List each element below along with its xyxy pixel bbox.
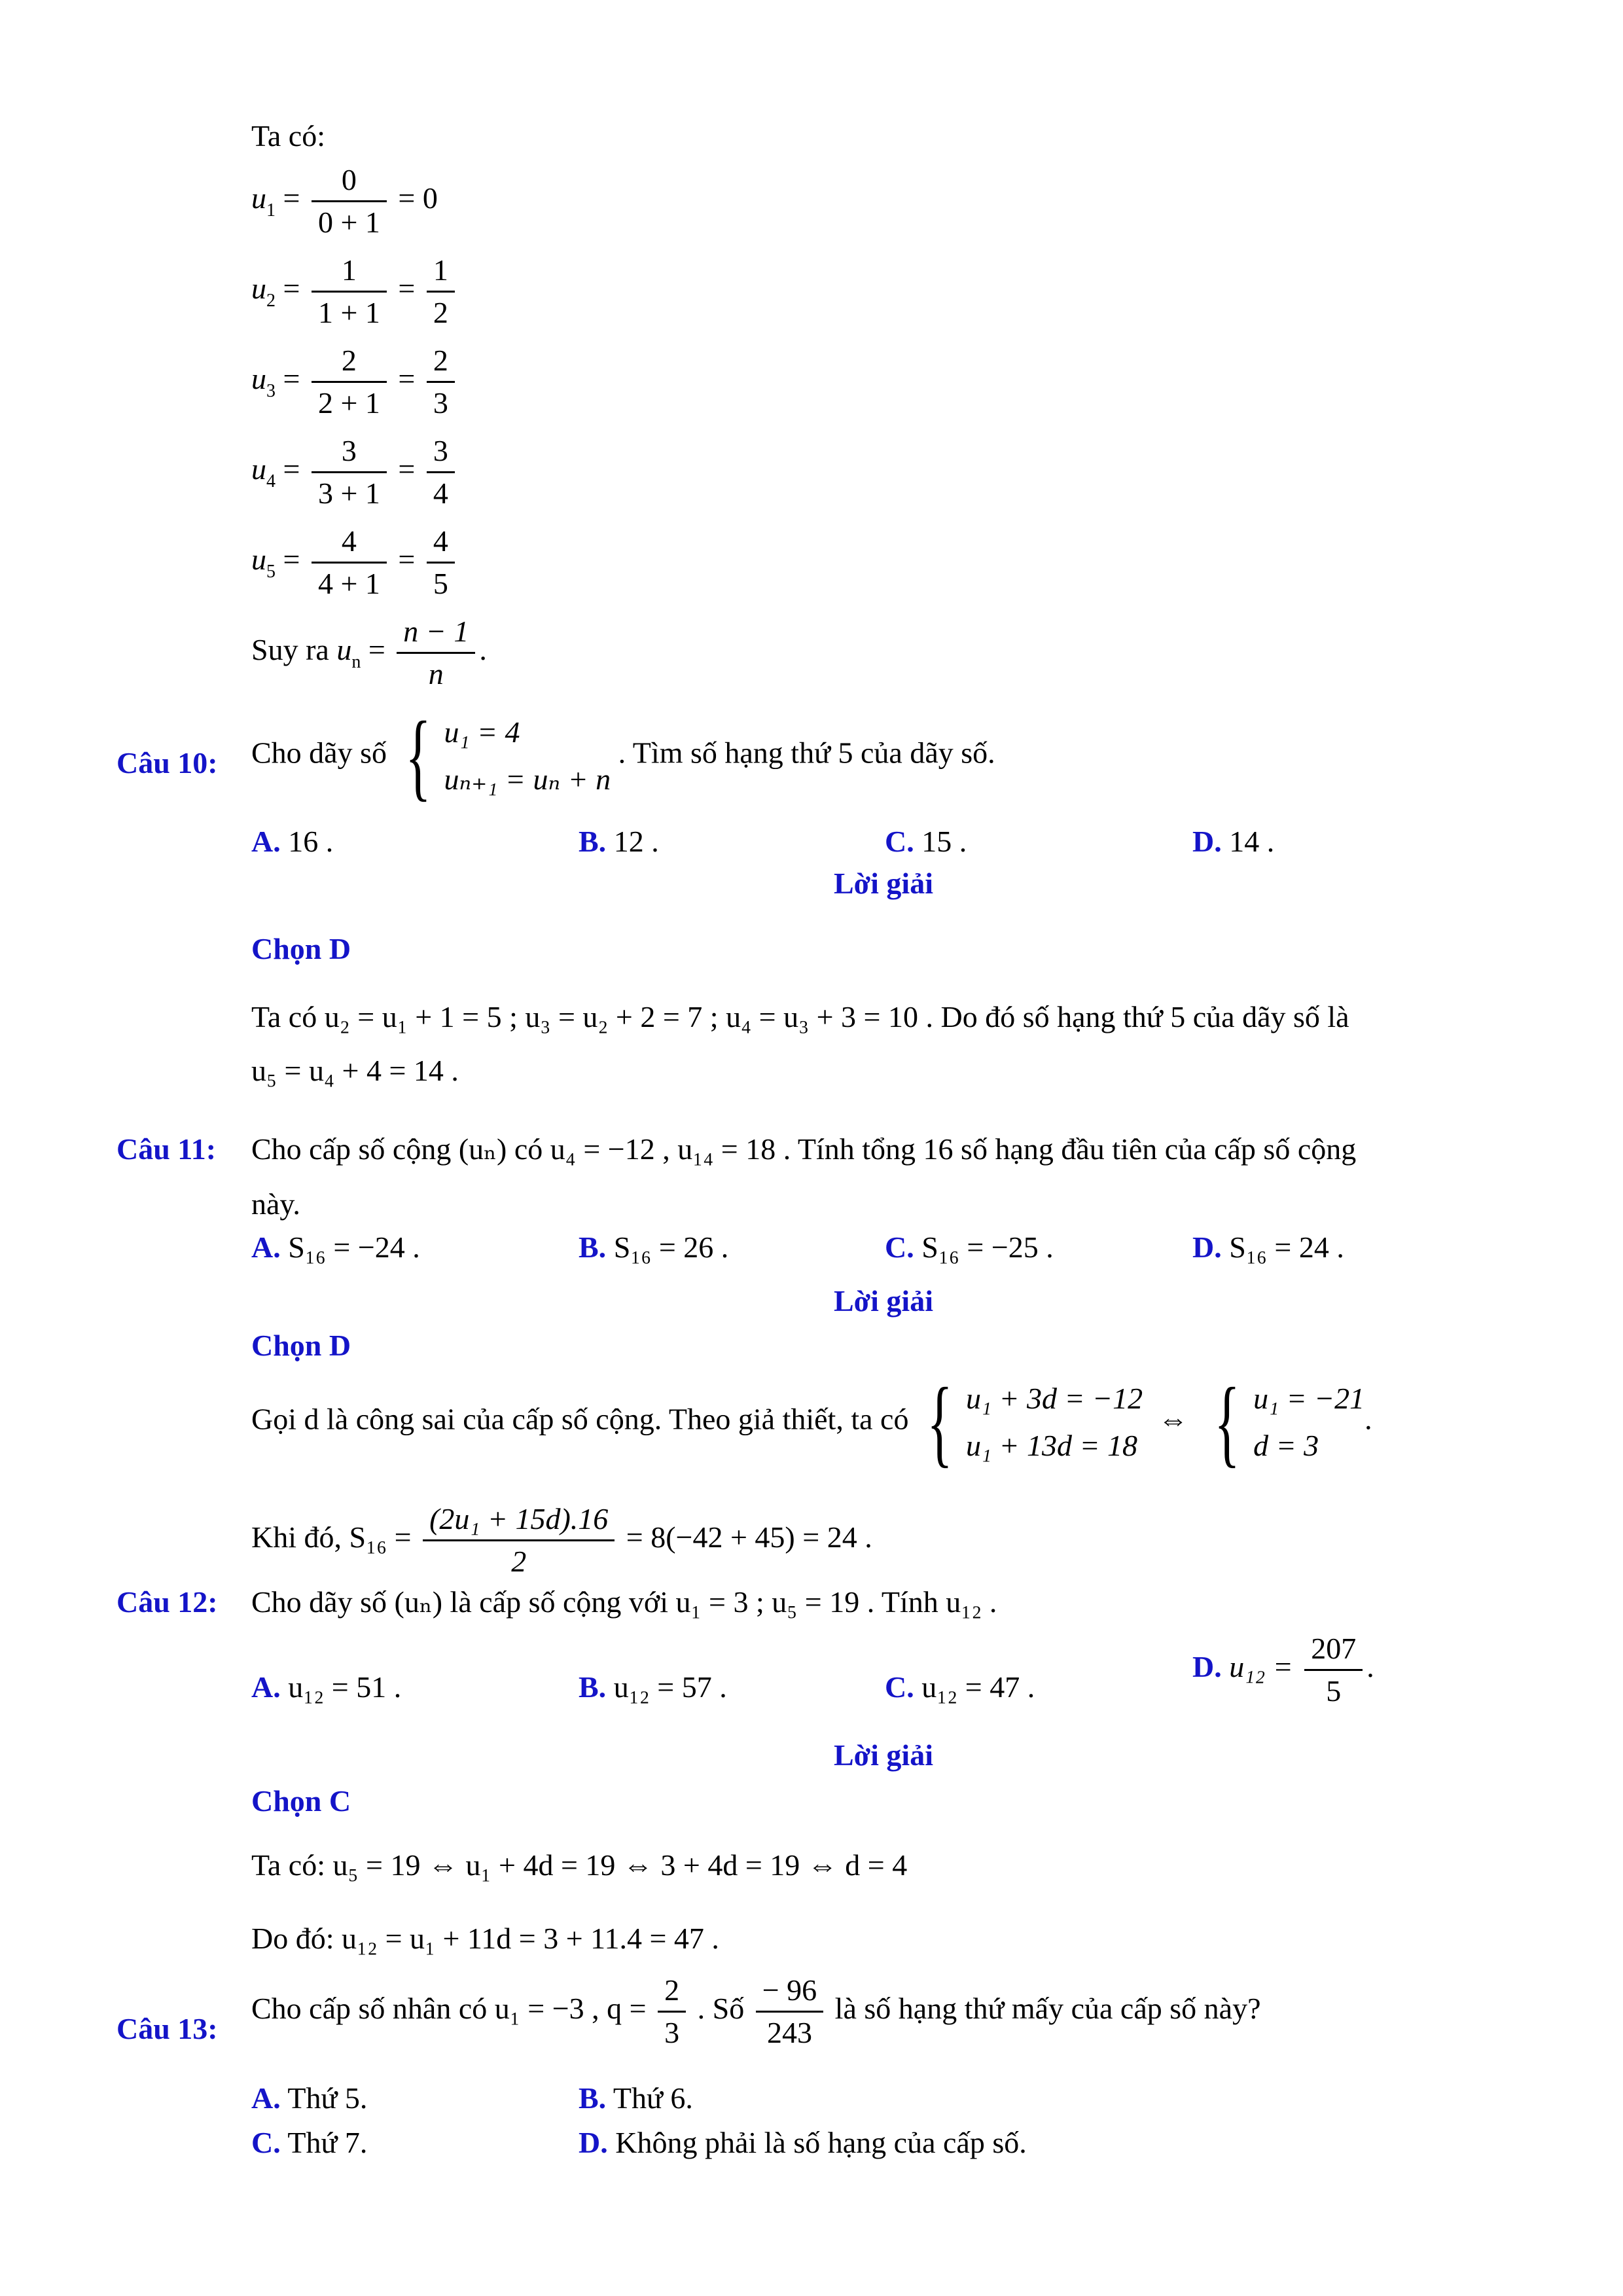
- q13-option-c: C. Thứ 7.: [251, 2126, 368, 2159]
- q11-solution-1: Gọi d là công sai của cấp số cộng. Theo giả thiết, ta có { u₁ + 3d = −12 u₁ + 13d = 18 ⇔ { u₁ = −21 d = 3 .: [251, 1368, 1372, 1477]
- suy-ra: Suy ra $u_n$ = $\frac{n - 1}{n}$ .: [251, 611, 487, 694]
- q10-label: Câu 10:: [116, 746, 218, 780]
- q13-label: Câu 13:: [116, 2012, 218, 2045]
- intro-ta-co: Ta có:: [251, 119, 326, 152]
- q12-option-b: B. u₁₂ = 57 .: [579, 1670, 727, 1704]
- q11-loi-giai: Lời giải: [834, 1284, 933, 1318]
- q11-option-a: A. S₁₆ = −24 .: [251, 1230, 420, 1264]
- term-u5: $u_5$ = $\frac{4}{4 + 1}$ = $\frac{4}{5}$: [251, 521, 459, 604]
- q13-option-d: D. Không phải là số hạng của cấp số.: [579, 2126, 1027, 2159]
- q12-option-a: A. u₁₂ = 51 .: [251, 1670, 402, 1704]
- q11-solution-2: Khi đó, S₁₆ = $\frac{\text{(2u₁ + 15d).16}}{2}$ = 8(−42 + 45) = 24 .: [251, 1499, 872, 1582]
- q13-question: Cho cấp số nhân có u₁ = −3 , q = $\frac{2}{3}$ . Số $\frac{- 96}{243}$ là số hạng thứ mấy của cấp số này?: [251, 1970, 1261, 2053]
- q10-solution-1: Ta có u₂ = u₁ + 1 = 5 ; u₃ = u₂ + 2 = 7 ; u₄ = u₃ + 3 = 10 . Do đó số hạng thứ 5 của dãy số là: [251, 1000, 1349, 1033]
- q12-label: Câu 12:: [116, 1585, 218, 1619]
- q11-question-2: này.: [251, 1187, 300, 1221]
- q12-loi-giai: Lời giải: [834, 1738, 933, 1772]
- q10-option-b: B. 12 .: [579, 825, 659, 858]
- q13-option-b: B. Thứ 6.: [579, 2081, 693, 2115]
- q12-question: Cho dãy số (uₙ) là cấp số cộng với u₁ = 3 ; u₅ = 19 . Tính u₁₂ .: [251, 1585, 997, 1619]
- q11-label: Câu 11:: [116, 1132, 217, 1166]
- q11-option-d: D. S₁₆ = 24 .: [1192, 1230, 1344, 1264]
- term-u4: $u_4$ = $\frac{3}{3 + 1}$ = $\frac{3}{4}$: [251, 431, 459, 514]
- term-u3: $u_3$ = $\frac{2}{2 + 1}$ = $\frac{2}{3}$: [251, 340, 459, 423]
- q12-option-d: D. u₁₂ = $\frac{207}{5}$ .: [1192, 1628, 1374, 1712]
- q11-question: Cho cấp số cộng (uₙ) có u₄ = −12 , u₁₄ = 18 . Tính tổng 16 số hạng đầu tiên của cấp số cộng: [251, 1132, 1357, 1166]
- q13-option-a: A. Thứ 5.: [251, 2081, 368, 2115]
- q10-question: Cho dãy số { u₁ = 4 uₙ₊₁ = uₙ + n . Tìm số hạng thứ 5 của dãy số.: [251, 702, 995, 810]
- q10-solution-2: u₅ = u₄ + 4 = 14 .: [251, 1054, 459, 1087]
- q12-chon: Chọn C: [251, 1784, 351, 1818]
- q10-option-d: D. 14 .: [1192, 825, 1275, 858]
- q12-solution-1: Ta có: u₅ = 19 ⇔ u₁ + 4d = 19 ⇔ 3 + 4d = 19 ⇔ d = 4: [251, 1848, 908, 1882]
- q12-solution-2: Do đó: u₁₂ = u₁ + 11d = 3 + 11.4 = 47 .: [251, 1922, 719, 1955]
- q10-chon: Chọn D: [251, 932, 351, 965]
- q12-option-c: C. u₁₂ = 47 .: [885, 1670, 1035, 1704]
- term-u2: $u_2$ = $\frac{1}{1 + 1}$ = $\frac{1}{2}$: [251, 250, 459, 333]
- q10-option-c: C. 15 .: [885, 825, 967, 858]
- term-u1: $u_1$ = $\frac{0}{0 + 1}$ = 0: [251, 160, 438, 243]
- q11-option-c: C. S₁₆ = −25 .: [885, 1230, 1054, 1264]
- q11-option-b: B. S₁₆ = 26 .: [579, 1230, 729, 1264]
- q11-chon: Chọn D: [251, 1329, 351, 1362]
- q10-option-a: A. 16 .: [251, 825, 334, 858]
- q10-loi-giai: Lời giải: [834, 867, 933, 900]
